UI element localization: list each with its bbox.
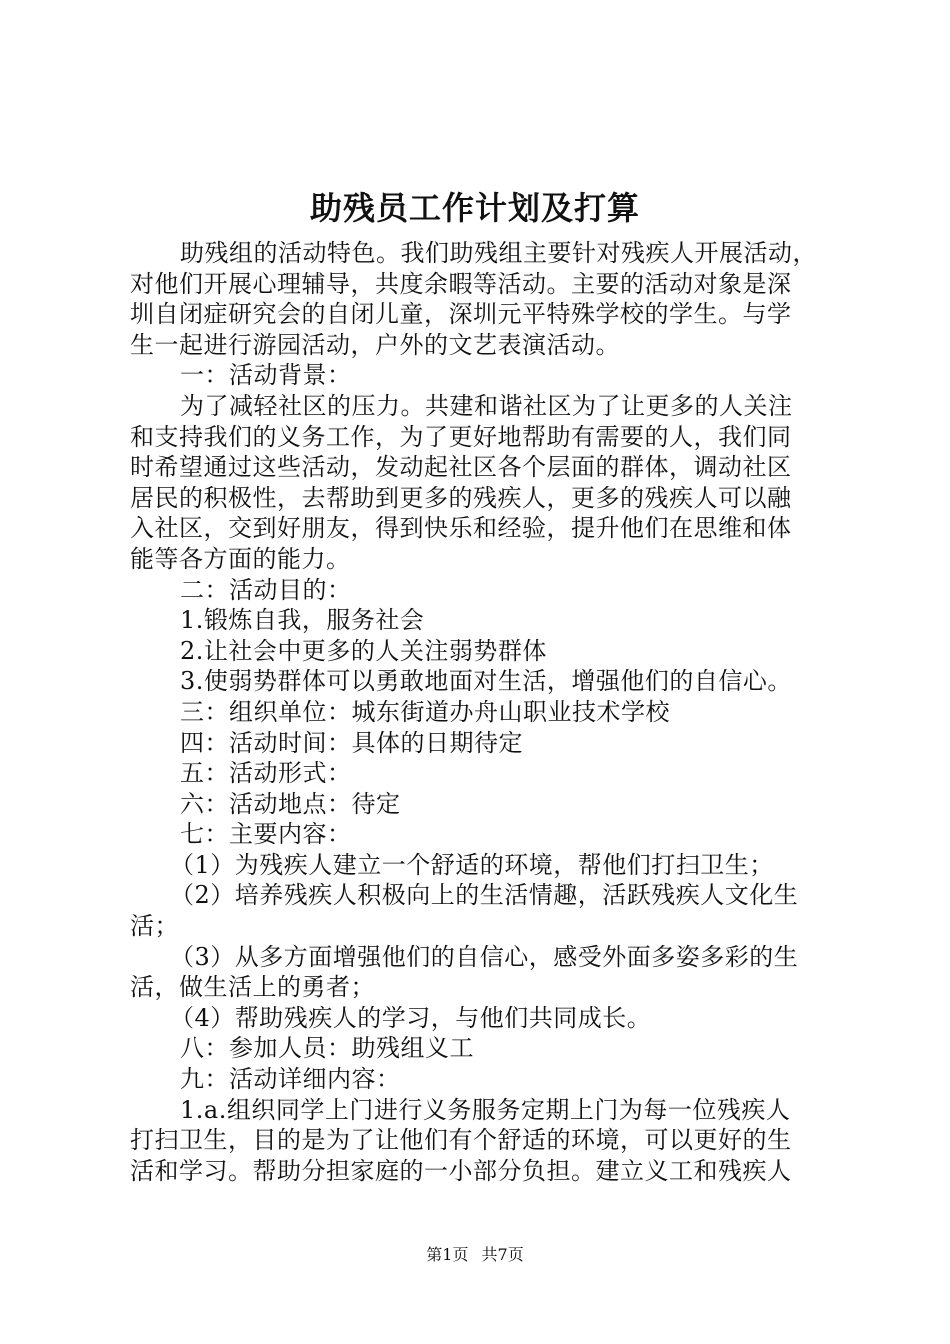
section-heading: 三：组织单位：城东街道办舟山职业技术学校 xyxy=(180,697,670,726)
body-line: 生一起进行游园活动，户外的文艺表演活动。 xyxy=(130,330,620,359)
list-item: （2）培养残疾人积极向上的生活情趣，活跃残疾人文化生 xyxy=(170,881,799,910)
body-line: 活和学习。帮助分担家庭的一小部分负担。建立义工和残疾人 xyxy=(130,1156,792,1185)
page-footer xyxy=(0,1244,950,1266)
body-line: 圳自闭症研究会的自闭儿童，深圳元平特殊学校的学生。与学 xyxy=(130,300,792,329)
list-item: 1.锻炼自我，服务社会 xyxy=(180,606,425,635)
section-heading: 九：活动详细内容： xyxy=(180,1065,401,1094)
section-heading: 七：主要内容： xyxy=(180,820,352,849)
body-line: 助残组的活动特色。我们助残组主要针对残疾人开展活动， xyxy=(180,239,817,267)
section-heading: 八：参加人员：助残组义工 xyxy=(180,1034,474,1063)
document-title: 助残员工作计划及打算 xyxy=(309,189,640,227)
list-item: 3.使弱势群体可以勇敢地面对生活，增强他们的自信心。 xyxy=(180,667,792,696)
section-heading: 二：活动目的： xyxy=(180,575,352,604)
section-heading: 六：活动地点：待定 xyxy=(180,789,401,818)
page-number: 第1页 xyxy=(426,1245,469,1264)
body-line: 活，做生活上的勇者； xyxy=(130,973,375,1002)
body-line: 对他们开展心理辅导，共度余暇等活动。主要的活动对象是深 xyxy=(130,269,792,298)
list-item: 1.a.组织同学上门进行义务服务定期上门为每一位残疾人 xyxy=(180,1095,791,1124)
body-line: 活； xyxy=(130,912,179,941)
list-item: （4）帮助残疾人的学习，与他们共同成长。 xyxy=(170,1003,652,1032)
section-heading: 五：活动形式： xyxy=(180,759,352,788)
body-line: 入社区，交到好朋友，得到快乐和经验，提升他们在思维和体 xyxy=(130,514,792,543)
body-line: 和支持我们的义务工作，为了更好地帮助有需要的人，我们同 xyxy=(130,422,792,451)
list-item: （1）为残疾人建立一个舒适的环境，帮他们打扫卫生； xyxy=(170,850,774,879)
body-line: 能等各方面的能力。 xyxy=(130,544,351,573)
body-line: 时希望通过这些活动，发动起社区各个层面的群体，调动社区 xyxy=(130,453,792,482)
section-heading: 四：活动时间：具体的日期待定 xyxy=(180,728,523,757)
list-item: 2.让社会中更多的人关注弱势群体 xyxy=(180,636,547,665)
document-body xyxy=(130,238,830,1186)
list-item: （3）从多方面增强他们的自信心，感受外面多姿多彩的生 xyxy=(170,942,799,971)
section-heading: 一：活动背景： xyxy=(180,361,352,390)
body-line: 为了减轻社区的压力。共建和谐社区为了让更多的人关注 xyxy=(180,391,793,420)
page-total: 共7页 xyxy=(481,1245,524,1264)
body-line: 居民的积极性，去帮助到更多的残疾人，更多的残疾人可以融 xyxy=(130,483,792,512)
body-line: 打扫卫生，目的是为了让他们有个舒适的环境，可以更好的生 xyxy=(130,1126,792,1155)
